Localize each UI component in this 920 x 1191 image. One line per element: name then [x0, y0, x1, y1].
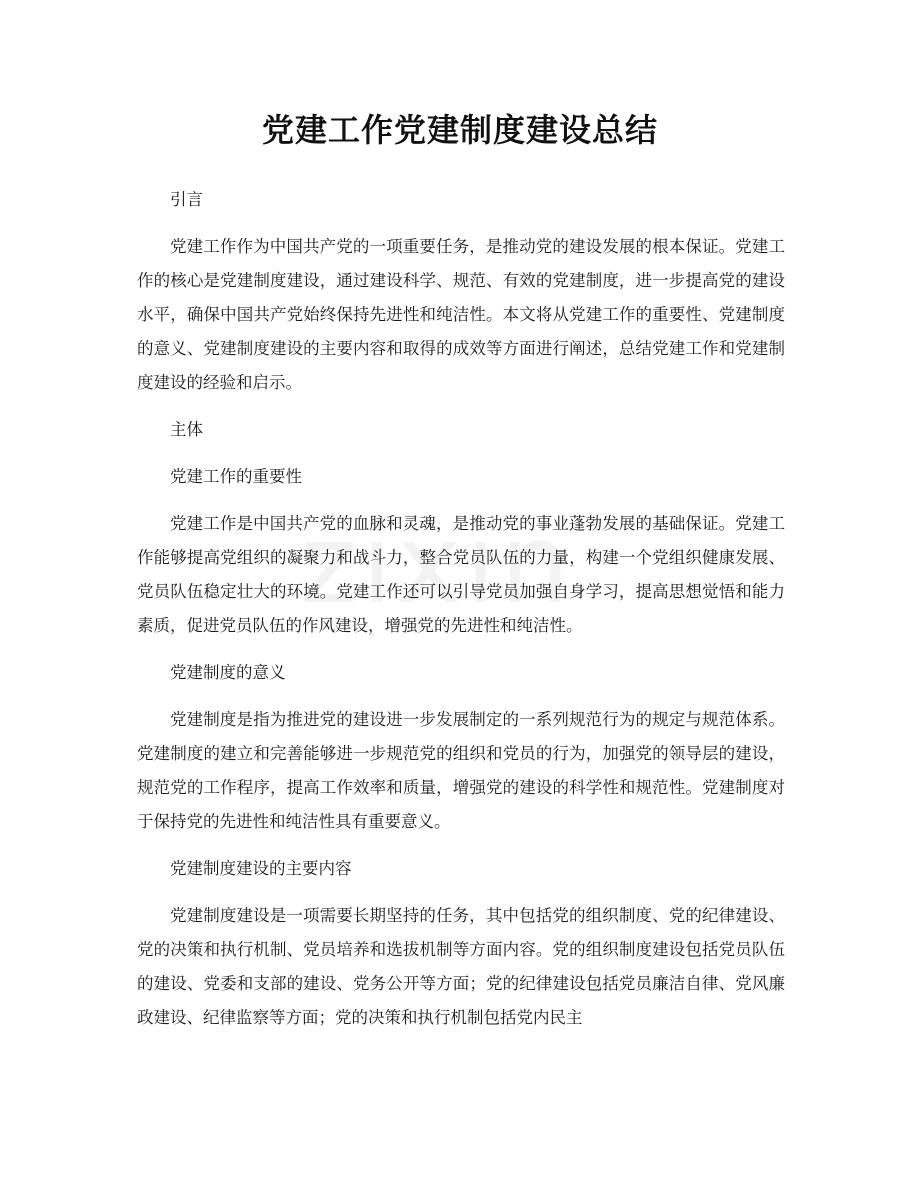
section-heading-meaning: 党建制度的意义 — [170, 663, 286, 682]
section-heading-importance: 党建工作的重要性 — [170, 467, 302, 486]
document-title: 党建工作党建制度建设总结 — [261, 111, 658, 149]
paragraph-introduction: 党建工作作为中国共产党的一项重要任务，是推动党的建设发展的根本保证。党建工作的核心是党建制度建设，通过建设科学、规范、有效的党建制度，进一步提高党的建设水平，确保中国共产党始终保持先进性和纯洁性。本文将从党建工作的重要性、党建制度的意义、党建制度建设的主要内容和取得的成效等方面进行阐述，总结党建工作和党建制度建设的经验和启示。 — [137, 237, 785, 392]
document-body — [137, 183, 785, 1048]
paragraph-importance: 党建工作是中国共产党的血脉和灵魂，是推动党的事业蓬勃发展的基础保证。党建工作能够提高党组织的凝聚力和战斗力，整合党员队伍的力量，构建一个党组织健康发展、党员队伍稳定壮大的环境。党建工作还可以引导党员加强自身学习，提高思想觉悟和能力素质，促进党员队伍的作风建设，增强党的先进性和纯洁性。 — [137, 514, 785, 635]
section-heading-contents: 党建制度建设的主要内容 — [170, 859, 352, 878]
section-heading-introduction: 引言 — [170, 190, 203, 209]
section-heading-main: 主体 — [170, 420, 203, 439]
paragraph-contents: 党建制度建设是一项需要长期坚持的任务，其中包括党的组织制度、党的纪律建设、党的决策和执行机制、党员培养和选拔机制等方面内容。党的组织制度建设包括党员队伍的建设、党委和支部的建设、党务公开等方面；党的纪律建设包括党员廉洁自律、党风廉政建设、纪律监察等方面；党的决策和执行机制包括党内民主 — [137, 906, 785, 1027]
paragraph-meaning: 党建制度是指为推进党的建设进一步发展制定的一系列规范行为的规定与规范体系。党建制度的建立和完善能够进一步规范党的组织和党员的行为，加强党的领导层的建设，规范党的工作程序，提高工作效率和质量，增强党的建设的科学性和规范性。党建制度对于保持党的先进性和纯洁性具有重要意义。 — [137, 710, 785, 831]
